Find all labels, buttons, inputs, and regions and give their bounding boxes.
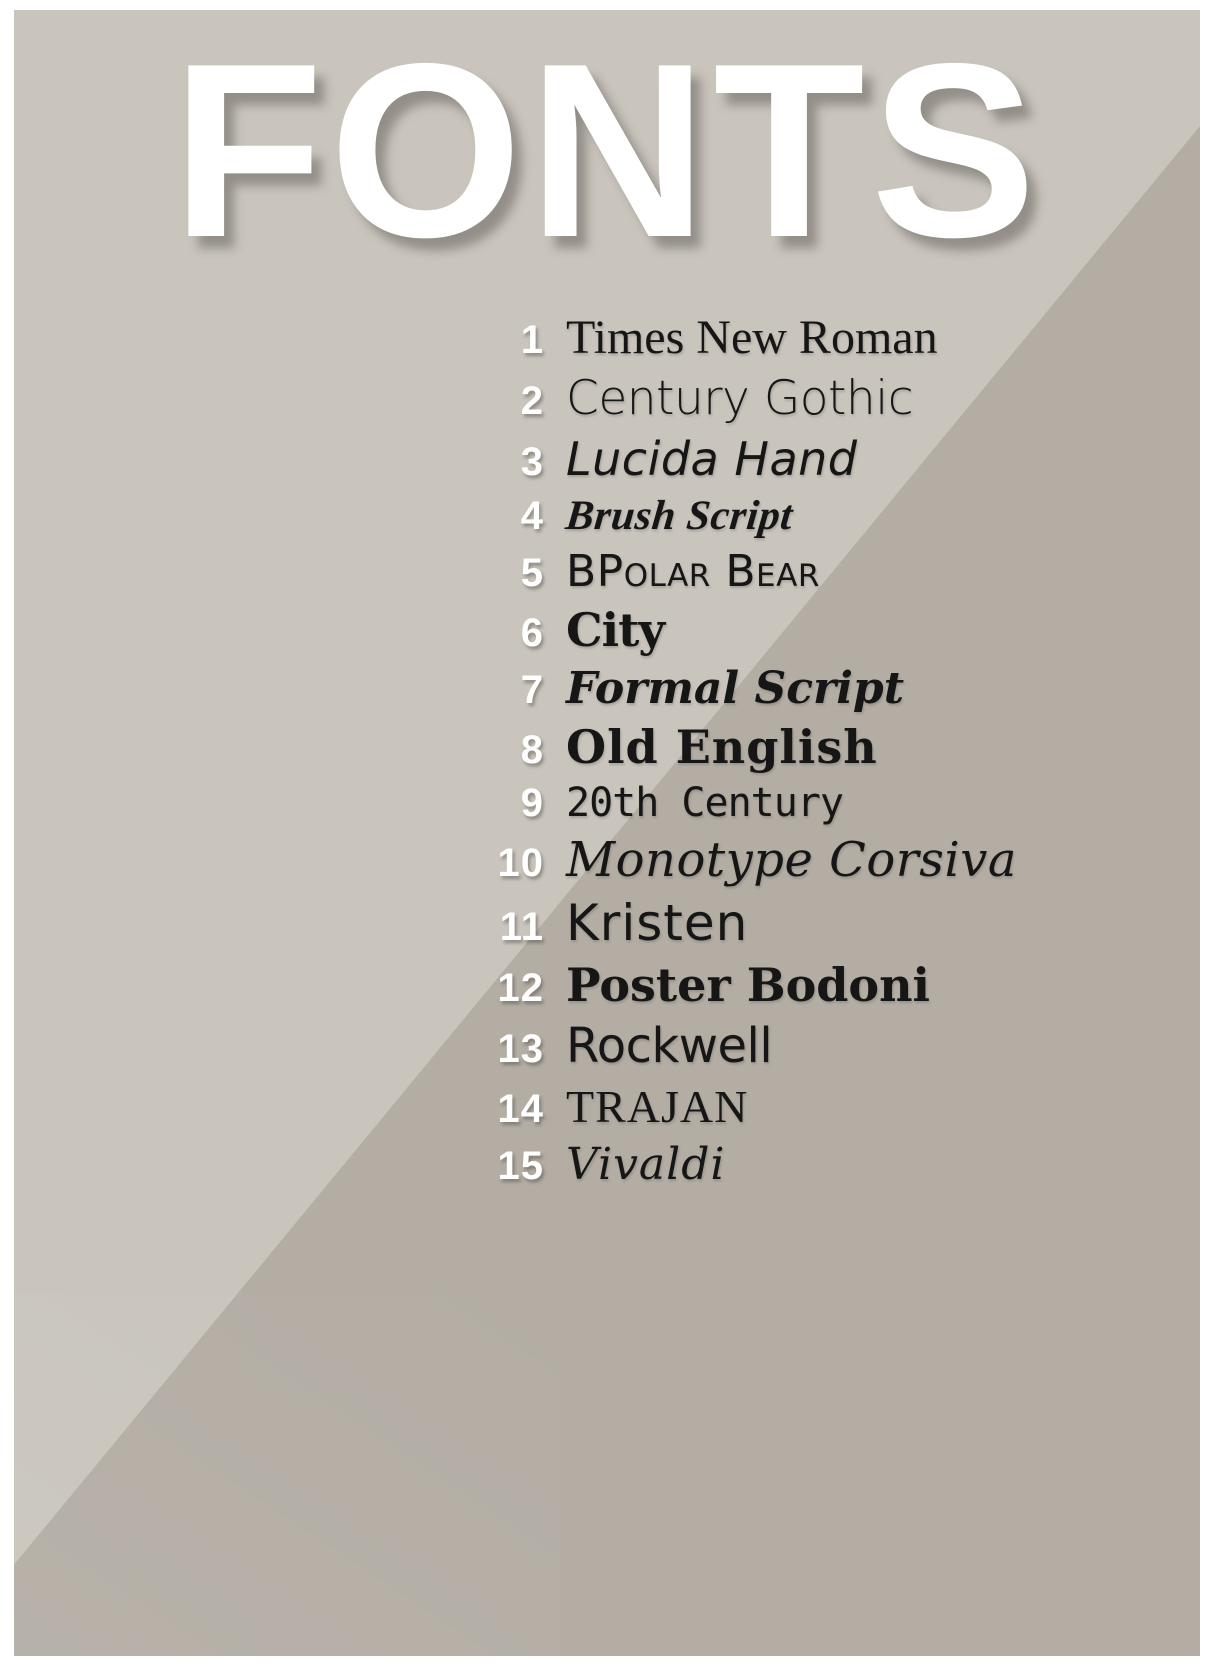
list-item — [14, 663, 1200, 714]
list-item-label: Rockwell — [566, 1018, 773, 1074]
list-item-number: 2 — [520, 379, 544, 423]
list-item — [14, 310, 1200, 365]
list-item — [14, 1018, 1200, 1074]
list-item-label: City — [566, 603, 665, 657]
list-item — [14, 720, 1200, 774]
list-item — [14, 1080, 1200, 1133]
list-item-label: Poster Bodoni — [566, 958, 931, 1012]
list-item-label: TRAJAN — [566, 1081, 749, 1132]
list-item-label: 20th Century — [566, 780, 843, 826]
list-item-label: Times New Roman — [566, 311, 938, 364]
list-item — [14, 546, 1200, 597]
list-item — [14, 432, 1200, 486]
list-item-label: Monotype Corsiva — [566, 832, 1017, 888]
list-item — [14, 1139, 1200, 1190]
list-item-number: 10 — [497, 841, 544, 885]
list-item-label: BPolar Bear — [566, 546, 820, 597]
list-item — [14, 492, 1200, 540]
list-item-number: 8 — [520, 728, 544, 772]
list-item-label: Lucida Hand — [566, 432, 858, 486]
list-item-number: 9 — [520, 781, 544, 825]
list-item-number: 12 — [497, 966, 544, 1010]
list-item-label: Kristen — [566, 894, 749, 952]
list-item-number: 6 — [520, 611, 544, 655]
list-item-label: Vivaldi — [566, 1139, 726, 1190]
list-item-number: 13 — [497, 1027, 544, 1071]
list-item — [14, 894, 1200, 952]
list-item — [14, 780, 1200, 826]
corner-highlight — [14, 1294, 560, 1656]
list-item-number: 7 — [520, 668, 544, 712]
list-item-label: Century Gothic — [566, 371, 914, 426]
list-item-number: 5 — [520, 551, 544, 595]
list-item-number: 4 — [520, 494, 544, 538]
list-item-label: Formal Script — [566, 663, 905, 714]
list-item — [14, 371, 1200, 426]
list-item-number: 1 — [520, 318, 544, 362]
list-item — [14, 958, 1200, 1012]
list-item-number: 14 — [497, 1087, 544, 1131]
page-title: FONTS — [171, 11, 1043, 289]
font-list — [14, 310, 1200, 1196]
list-item — [14, 832, 1200, 888]
list-item — [14, 603, 1200, 657]
list-item-label: Brush Script — [563, 493, 796, 539]
list-item-label: Old English — [566, 720, 878, 774]
list-item-number: 11 — [499, 905, 544, 949]
poster-canvas — [14, 10, 1200, 1656]
list-item-number: 3 — [520, 440, 544, 484]
list-item-number: 15 — [497, 1144, 544, 1188]
